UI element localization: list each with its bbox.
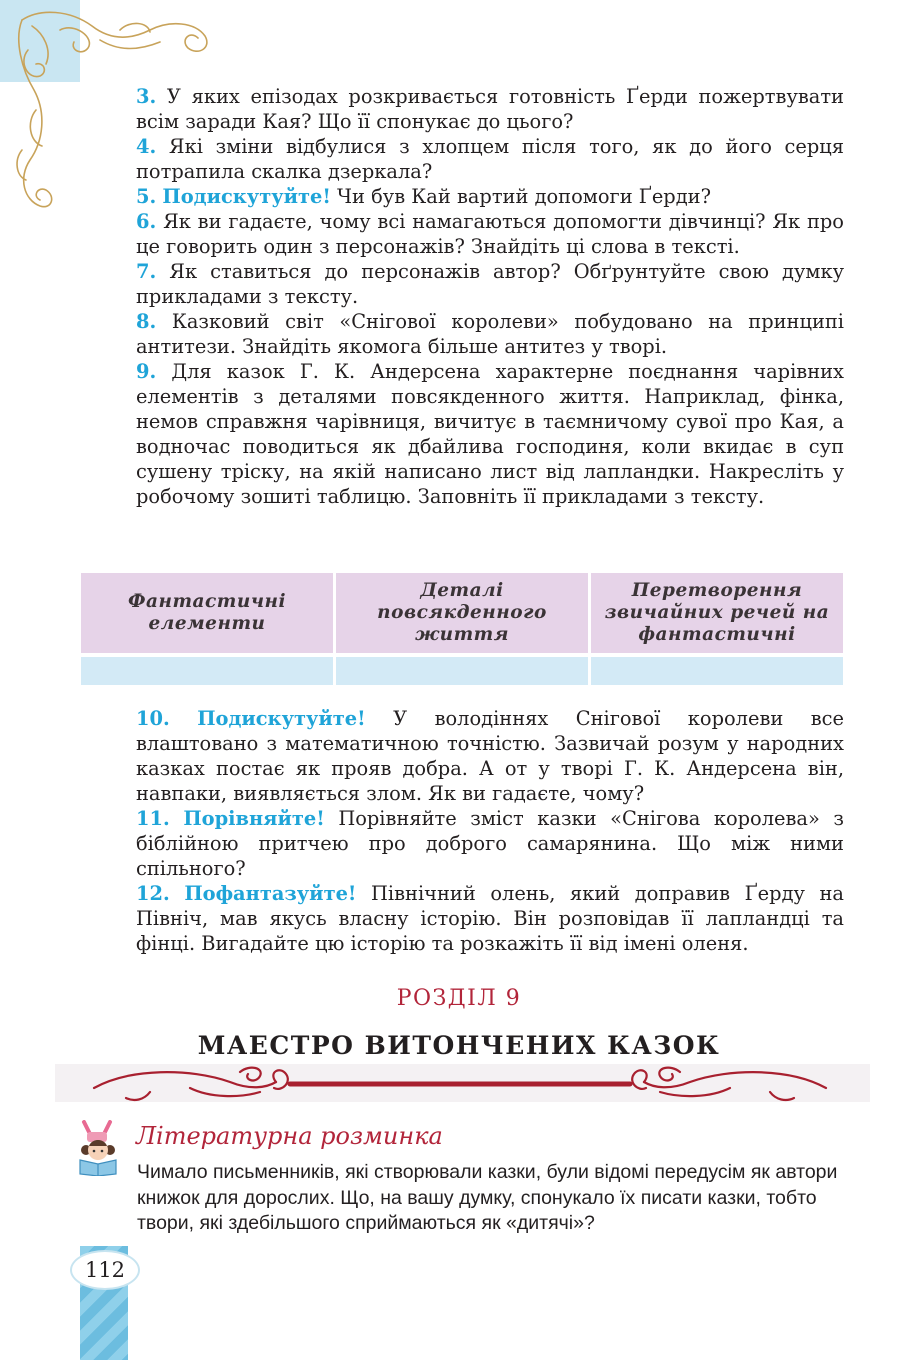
section-label: РОЗДІЛ 9 <box>396 986 522 1011</box>
question-number: 11. <box>136 807 170 830</box>
question-text: Казковий світ «Снігової королеви» побудовано на принципі антитези. Знайдіть якомога більше антитез у творі. <box>136 310 845 358</box>
questions-block-top <box>136 84 844 509</box>
question-text: Які зміни відбулися з хлопцем після того, як до його серця потрапила скалка дзеркала? <box>136 135 844 183</box>
question-text: Як ставиться до персонажів автор? Обґрунтуйте свою думку прикладами з тексту. <box>136 260 844 308</box>
table-header-everyday: Деталі повсякденного життя <box>336 573 588 653</box>
table-cell <box>591 657 843 685</box>
question-keyword: Подискутуйте! <box>197 707 366 730</box>
question-number: 9. <box>136 360 157 383</box>
question-keyword: Пофантазуйте! <box>184 882 357 905</box>
question-12 <box>136 881 844 956</box>
question-10 <box>136 706 844 806</box>
table-header-transformation: Перетворення звичайних речей на фантастичні <box>591 573 843 653</box>
question-keyword: Подискутуйте! <box>162 185 331 208</box>
question-number: 3. <box>136 85 157 108</box>
question-text: Як ви гадаєте, чому всі намагаються допомогти дівчинці? Як про це говорить один з персонажів? Знайдіть ці слова в тексті. <box>136 210 844 258</box>
question-number: 7. <box>136 260 157 283</box>
warmup-text: Чимало письменників, які створювали казки, були відомі передусім як автори книжок для дорослих. Що, на вашу думку, спонукало їх писати казки, тобто твори, які здебільшого сприймаються як «дитячі»? <box>137 1161 838 1234</box>
question-number: 5. <box>136 185 157 208</box>
question-text: У володіннях Снігової королеви все влаштовано з математичною точністю. Зазвичай розум у народних казках постає як прояв добра. А от у творі Г. К. Андерсена він, навпаки, виявляється злом. Як ви гадаєте, чому? <box>136 707 844 805</box>
question-number: 12. <box>136 882 170 905</box>
girl-reading-book-icon <box>76 1120 122 1176</box>
question-text: Для казок Г. К. Андерсена характерне поєднання чарівних елементів з деталями повсякденного життя. Наприклад, фінка, немов справжня чарівниця, вичитує в таємничому сувої про Кая, а водночас поводиться як дбайлива господиня, коли вкидає в суп сушену тріску, на якій написано лист від лапландки. Накресліть у робочому зошиті таблицю. Заповніть її прикладами з тексту. <box>136 360 844 508</box>
red-flourish-divider-icon <box>90 1062 830 1106</box>
questions-block-bottom <box>136 706 844 956</box>
question-text: У яких епізодах розкривається готовність Ґерди пожертвувати всім заради Кая? Що її спонукає до цього? <box>136 85 844 133</box>
table-cell <box>336 657 588 685</box>
question-number: 8. <box>136 310 157 333</box>
question-text: Північний олень, який доправив Ґерду на Північ, мав якусь власну історію. Він розповідав її лапландці та фінці. Вигадайте цю історію та розкажіть її від імені оленя. <box>136 882 844 955</box>
warmup-title: Літературна розминка <box>136 1122 443 1150</box>
question-4 <box>136 134 844 184</box>
question-9 <box>136 359 844 509</box>
page-number: 112 <box>70 1250 140 1290</box>
question-3 <box>136 84 844 134</box>
examples-table <box>81 573 843 687</box>
question-6 <box>136 209 844 259</box>
question-11 <box>136 806 844 881</box>
question-number: 4. <box>136 135 157 158</box>
question-text: Порівняйте зміст казки «Снігова королева» з біблійною притчею про доброго самарянина. Що між ними спільного? <box>136 807 844 880</box>
question-text: Чи був Кай вартий допомоги Ґерди? <box>337 185 711 208</box>
question-keyword: Порівняйте! <box>183 807 325 830</box>
section-title: МАЕСТРО ВИТОНЧЕНИХ КАЗОК <box>197 1031 721 1060</box>
table-cell <box>81 657 333 685</box>
table-header-fantastic: Фантастичні елементи <box>81 573 333 653</box>
question-8 <box>136 309 844 359</box>
question-number: 10. <box>136 707 170 730</box>
question-7 <box>136 259 844 309</box>
question-5 <box>136 184 844 209</box>
question-number: 6. <box>136 210 157 233</box>
